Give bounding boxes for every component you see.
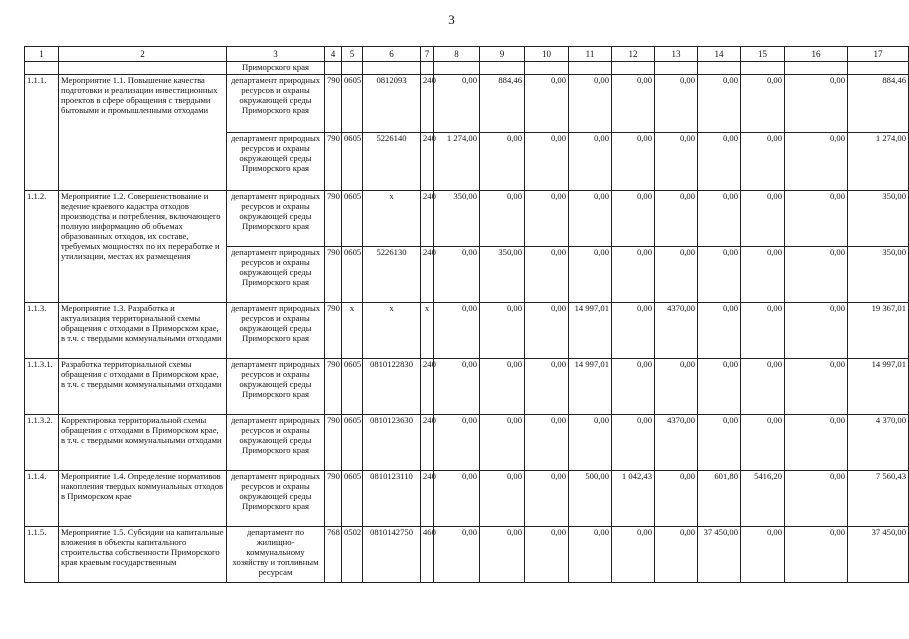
amount-cell: 4 370,00 (848, 415, 909, 471)
amount-cell: 0,00 (525, 527, 569, 583)
amount-cell: 884,46 (848, 75, 909, 133)
amount-cell: 0,00 (434, 303, 480, 359)
page-number: 3 (448, 12, 455, 27)
code-c6: 0810122830 (363, 359, 421, 415)
code-c7: 240 (421, 75, 434, 133)
row-name: Разработка территориальной схемы обращения с отходами в Приморском крае, в т.ч. с твердыми коммунальными отходами (59, 359, 227, 415)
column-header: 12 (612, 47, 655, 62)
row-department: департамент природных ресурсов и охраны окружающей среды Приморского края (227, 359, 325, 415)
amount-cell: 1 042,43 (612, 471, 655, 527)
amount-cell: 0,00 (525, 359, 569, 415)
code-c5: 0605 (342, 415, 363, 471)
row-department: департамент природных ресурсов и охраны окружающей среды Приморского края (227, 247, 325, 303)
code-c4: 790 (325, 191, 342, 247)
row-name: Мероприятие 1.3. Разработка и актуализация территориальной схемы обращения с отходами в Приморском крае, в т.ч. с твердыми коммунальными отходами (59, 303, 227, 359)
row-id: 1.1.1. (25, 75, 59, 191)
column-header: 9 (480, 47, 525, 62)
column-header: 13 (655, 47, 698, 62)
code-c7: х (421, 303, 434, 359)
amount-cell: 19 367,01 (848, 303, 909, 359)
amount-cell: 0,00 (434, 75, 480, 133)
amount-cell: 0,00 (741, 415, 785, 471)
amount-cell: 350,00 (480, 247, 525, 303)
code-c5: 0605 (342, 359, 363, 415)
amount-cell: 0,00 (698, 247, 741, 303)
amount-cell: 37 450,00 (698, 527, 741, 583)
amount-cell: 0,00 (785, 191, 848, 247)
amount-cell: 0,00 (785, 303, 848, 359)
code-c5: х (342, 303, 363, 359)
code-c5: 0502 (342, 527, 363, 583)
code-c6: 0810123110 (363, 471, 421, 527)
column-header: 14 (698, 47, 741, 62)
row-department: департамент природных ресурсов и охраны окружающей среды Приморского края (227, 471, 325, 527)
amount-cell: 0,00 (785, 527, 848, 583)
column-header: 5 (342, 47, 363, 62)
header-row (25, 47, 909, 62)
amount-cell: 0,00 (525, 133, 569, 191)
amount-cell: 0,00 (785, 415, 848, 471)
continuation-dept: Приморского края (227, 62, 325, 75)
amount-cell: 1 274,00 (434, 133, 480, 191)
column-header: 10 (525, 47, 569, 62)
code-c5: 0605 (342, 191, 363, 247)
amount-cell: 0,00 (612, 303, 655, 359)
amount-cell: 0,00 (655, 133, 698, 191)
code-c7: 460 (421, 527, 434, 583)
row-name: Корректировка территориальной схемы обращения с отходами в Приморском крае, в т.ч. с твердыми коммунальными отходами (59, 415, 227, 471)
code-c5: 0605 (342, 471, 363, 527)
amount-cell: 0,00 (612, 359, 655, 415)
amount-cell: 0,00 (525, 191, 569, 247)
code-c6: 0812093 (363, 75, 421, 133)
amount-cell: 0,00 (569, 75, 612, 133)
row-department: департамент природных ресурсов и охраны окружающей среды Приморского края (227, 133, 325, 191)
column-header: 8 (434, 47, 480, 62)
amount-cell: 0,00 (525, 247, 569, 303)
code-c6: 5226140 (363, 133, 421, 191)
row-department: департамент природных ресурсов и охраны окружающей среды Приморского края (227, 75, 325, 133)
program-table (24, 46, 909, 583)
amount-cell: 14 997,01 (569, 359, 612, 415)
amount-cell: 0,00 (741, 359, 785, 415)
amount-cell: 0,00 (612, 75, 655, 133)
amount-cell: 0,00 (785, 471, 848, 527)
amount-cell: 350,00 (848, 191, 909, 247)
column-header: 15 (741, 47, 785, 62)
amount-cell: 1 274,00 (848, 133, 909, 191)
code-c6: 0810123630 (363, 415, 421, 471)
amount-cell: 0,00 (655, 471, 698, 527)
table-row (25, 527, 909, 583)
amount-cell: 4370,00 (655, 415, 698, 471)
code-c6: 0810142750 (363, 527, 421, 583)
column-header: 11 (569, 47, 612, 62)
row-name: Мероприятие 1.5. Субсидии на капитальные вложения в объекты капитального строительства собственности Приморского края краевым государственным (59, 527, 227, 583)
code-c4: 790 (325, 359, 342, 415)
amount-cell: 0,00 (698, 303, 741, 359)
code-c4: 790 (325, 471, 342, 527)
amount-cell: 0,00 (434, 415, 480, 471)
amount-cell: 0,00 (434, 527, 480, 583)
amount-cell: 0,00 (785, 247, 848, 303)
amount-cell: 0,00 (612, 415, 655, 471)
code-c4: 790 (325, 303, 342, 359)
amount-cell: 0,00 (741, 527, 785, 583)
code-c7: 240 (421, 247, 434, 303)
amount-cell: 884,46 (480, 75, 525, 133)
amount-cell: 0,00 (741, 133, 785, 191)
column-header: 6 (363, 47, 421, 62)
column-header: 2 (59, 47, 227, 62)
amount-cell: 0,00 (569, 527, 612, 583)
code-c7: 240 (421, 191, 434, 247)
amount-cell: 0,00 (785, 75, 848, 133)
amount-cell: 0,00 (612, 247, 655, 303)
amount-cell: 0,00 (698, 415, 741, 471)
amount-cell: 0,00 (480, 133, 525, 191)
amount-cell: 14 997,01 (848, 359, 909, 415)
amount-cell: 350,00 (434, 191, 480, 247)
amount-cell: 0,00 (569, 191, 612, 247)
code-c6: х (363, 191, 421, 247)
amount-cell: 0,00 (655, 75, 698, 133)
code-c4: 790 (325, 75, 342, 133)
amount-cell: 0,00 (785, 133, 848, 191)
code-c4: 790 (325, 247, 342, 303)
row-id: 1.1.2. (25, 191, 59, 303)
column-header: 3 (227, 47, 325, 62)
amount-cell: 0,00 (480, 303, 525, 359)
amount-cell: 350,00 (848, 247, 909, 303)
amount-cell: 37 450,00 (848, 527, 909, 583)
amount-cell: 0,00 (785, 359, 848, 415)
row-department: департамент по жилищно-коммунальному хозяйству и топливным ресурсам (227, 527, 325, 583)
code-c4: 790 (325, 133, 342, 191)
code-c5: 0605 (342, 247, 363, 303)
amount-cell: 0,00 (569, 415, 612, 471)
code-c6: х (363, 303, 421, 359)
row-id: 1.1.3.1. (25, 359, 59, 415)
amount-cell: 0,00 (525, 303, 569, 359)
amount-cell: 601,80 (698, 471, 741, 527)
table-row (25, 303, 909, 359)
code-c4: 768 (325, 527, 342, 583)
column-header: 4 (325, 47, 342, 62)
amount-cell: 0,00 (525, 75, 569, 133)
code-c7: 240 (421, 415, 434, 471)
amount-cell: 14 997,01 (569, 303, 612, 359)
amount-cell: 0,00 (741, 247, 785, 303)
amount-cell: 5416,20 (741, 471, 785, 527)
code-c4: 790 (325, 415, 342, 471)
amount-cell: 0,00 (434, 247, 480, 303)
amount-cell: 0,00 (480, 359, 525, 415)
amount-cell: 0,00 (525, 471, 569, 527)
amount-cell: 0,00 (741, 191, 785, 247)
table-row (25, 359, 909, 415)
row-department: департамент природных ресурсов и охраны окружающей среды Приморского края (227, 303, 325, 359)
amount-cell: 0,00 (612, 527, 655, 583)
code-c7: 240 (421, 359, 434, 415)
column-header: 16 (785, 47, 848, 62)
amount-cell: 7 560,43 (848, 471, 909, 527)
row-name: Мероприятие 1.1. Повышение качества подготовки и реализации инвестиционных проектов в сфере обращения с твердыми бытовыми и промышленными отходами (59, 75, 227, 191)
amount-cell: 0,00 (741, 303, 785, 359)
amount-cell: 0,00 (741, 75, 785, 133)
row-id: 1.1.5. (25, 527, 59, 583)
column-header: 17 (848, 47, 909, 62)
amount-cell: 0,00 (480, 527, 525, 583)
amount-cell: 0,00 (612, 191, 655, 247)
amount-cell: 0,00 (569, 247, 612, 303)
amount-cell: 0,00 (480, 415, 525, 471)
amount-cell: 0,00 (698, 191, 741, 247)
code-c5: 0605 (342, 75, 363, 133)
row-department: департамент природных ресурсов и охраны окружающей среды Приморского края (227, 191, 325, 247)
row-department: департамент природных ресурсов и охраны окружающей среды Приморского края (227, 415, 325, 471)
amount-cell: 0,00 (655, 191, 698, 247)
column-header: 7 (421, 47, 434, 62)
continuation-row (25, 62, 909, 75)
row-name: Мероприятие 1.4. Определение нормативов накопления твердых коммунальных отходов в Приморском крае (59, 471, 227, 527)
code-c6: 5226130 (363, 247, 421, 303)
row-id: 1.1.3. (25, 303, 59, 359)
amount-cell: 500,00 (569, 471, 612, 527)
code-c5: 0605 (342, 133, 363, 191)
amount-cell: 0,00 (480, 191, 525, 247)
amount-cell: 0,00 (655, 359, 698, 415)
row-id: 1.1.4. (25, 471, 59, 527)
amount-cell: 0,00 (612, 133, 655, 191)
amount-cell: 0,00 (569, 133, 612, 191)
table-row (25, 191, 909, 247)
row-id: 1.1.3.2. (25, 415, 59, 471)
amount-cell: 0,00 (698, 359, 741, 415)
table-row (25, 471, 909, 527)
amount-cell: 0,00 (655, 527, 698, 583)
code-c7: 240 (421, 471, 434, 527)
code-c7: 240 (421, 133, 434, 191)
amount-cell: 0,00 (698, 133, 741, 191)
amount-cell: 0,00 (480, 471, 525, 527)
table-row (25, 415, 909, 471)
amount-cell: 0,00 (655, 247, 698, 303)
row-name: Мероприятие 1.2. Совершенствование и ведение краевого кадастра отходов производства и потребления, включающего полную информацию об объемах образованных отходов, их составе, требуемых мощностях по их переработке и утилизации, местах их размещения (59, 191, 227, 303)
table-row (25, 75, 909, 133)
amount-cell: 0,00 (698, 75, 741, 133)
amount-cell: 0,00 (525, 415, 569, 471)
amount-cell: 4370,00 (655, 303, 698, 359)
column-header: 1 (25, 47, 59, 62)
amount-cell: 0,00 (434, 359, 480, 415)
amount-cell: 0,00 (434, 471, 480, 527)
